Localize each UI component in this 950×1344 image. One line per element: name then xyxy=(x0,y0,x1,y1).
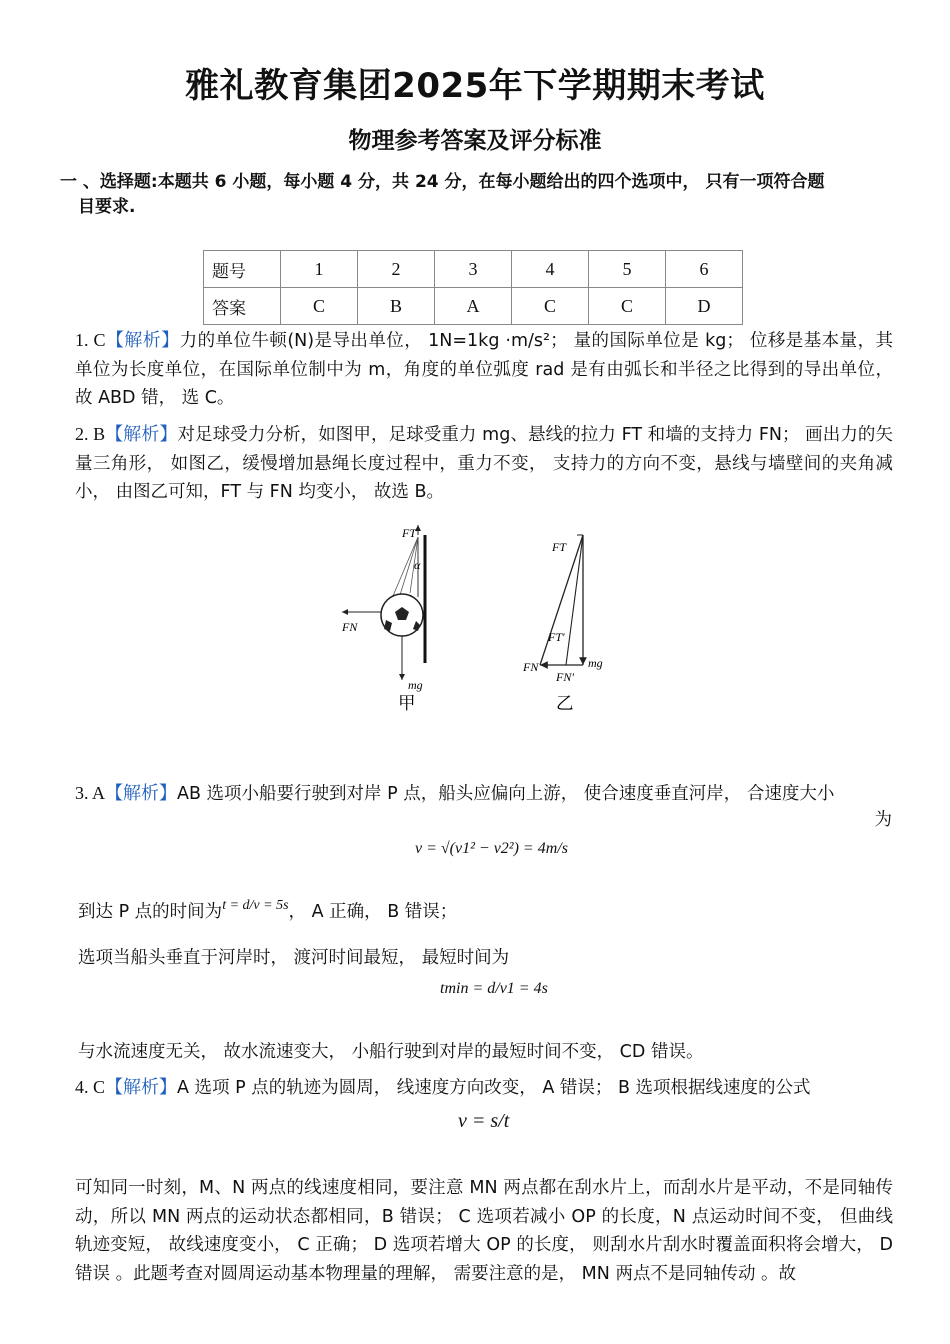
label-fn2: FN' xyxy=(556,670,574,684)
figure-jia xyxy=(341,525,425,714)
question-3-line1-end: 为 xyxy=(874,810,892,830)
table-cell: C xyxy=(589,288,666,325)
table-row-label: 答案 xyxy=(204,288,281,325)
page-subtitle: 物理参考答案及评分标准 xyxy=(348,128,602,154)
figure-caption-jia: 甲 xyxy=(398,694,416,714)
answer-table-row-numbers xyxy=(204,251,743,288)
table-cell: 1 xyxy=(281,251,358,288)
label-fn-yi: FN xyxy=(523,660,539,674)
table-cell: 5 xyxy=(589,251,666,288)
question-4-explanation xyxy=(75,1074,893,1103)
question-3-line2-end: ， A 正确， B 错误； xyxy=(288,902,458,922)
question-3-line2 xyxy=(78,898,457,923)
question-4-answer: 4. C xyxy=(75,1077,106,1097)
analysis-tag: 【解析】 xyxy=(105,783,178,804)
label-mg: mg xyxy=(408,678,423,692)
question-3-line1: AB 选项小船要行驶到对岸 P 点，船头应偏向上游， 使合速度垂直河岸， 合速度大小 xyxy=(177,784,835,804)
analysis-tag: 【解析】 xyxy=(105,424,178,445)
question-1-answer: 1. C xyxy=(75,330,106,350)
figure-yi xyxy=(522,535,603,714)
analysis-tag: 【解析】 xyxy=(105,330,180,351)
answer-table-row-answers xyxy=(204,288,743,325)
table-cell: C xyxy=(512,288,589,325)
question-1-text: 力的单位牛顿(N)是导出单位， 1N=1kg ·m/s²； 量的国际单位是 kg； 位移是基本量，其单位为长度单位，在国际单位制中为 m，角度的单位弧度 rad 是有由弧长和半径之比得到的导出单位， 故 ABD 错， 选 C。 xyxy=(75,331,894,408)
table-cell: 3 xyxy=(435,251,512,288)
formula-resultant-velocity: v = √(v1² − v2²) = 4m/s xyxy=(415,840,568,857)
table-cell: A xyxy=(435,288,512,325)
table-row-label: 题号 xyxy=(204,251,281,288)
label-mg-yi: mg xyxy=(588,656,603,670)
table-cell: 2 xyxy=(358,251,435,288)
label-fn: FN xyxy=(342,620,358,634)
question-3-line3: 选项当船头垂直于河岸时， 渡河时间最短， 最短时间为 xyxy=(78,948,510,968)
formula-time: t = d/v = 5s xyxy=(222,898,289,913)
table-cell: D xyxy=(666,288,743,325)
question-4-text: 可知同一时刻，M、N 两点的线速度相同，要注意 MN 两点都在刮水片上，而刮水片是平动，不是同轴传动，所以 MN 两点的运动状态都相同，B 错误； C 选项若减小 OP 的长度，N 点运动时间不变， 但曲线轨迹变短， 故线速度变小， C 正确； D 选项若增大 OP 的长度， 则刮水片刮水时覆盖面积将会增大， D 错误 。此题考查对圆周运动基本物理量的理解， 需要注意的是， MN 两点不是同轴传动 。故 xyxy=(75,1178,893,1284)
question-3-answer: 3. A xyxy=(75,783,106,803)
formula-linear-velocity: v = s/t xyxy=(458,1110,510,1132)
question-3-line2-text: 到达 P 点的时间为 xyxy=(78,902,223,922)
ft-vector xyxy=(540,535,583,665)
question-2-answer: 2. B xyxy=(75,424,106,444)
question-4-line1: A 选项 P 点的轨迹为圆周， 线速度方向改变， A 错误； B 选项根据线速度的公式 xyxy=(177,1078,811,1098)
question-4-body xyxy=(75,1174,893,1288)
ft2-vector xyxy=(566,535,583,665)
table-cell: 6 xyxy=(666,251,743,288)
table-cell: 4 xyxy=(512,251,589,288)
label-ft2: FT' xyxy=(548,630,565,644)
label-alpha: α xyxy=(414,558,421,572)
question-3-line4: 与水流速度无关， 故水流速变大， 小船行驶到对岸的最短时间不变， CD 错误。 xyxy=(78,1042,704,1062)
page-title: 雅礼教育集团2025年下学期期末考试 xyxy=(185,66,765,106)
question-2-explanation xyxy=(75,421,893,507)
section-heading-line1: 一 、选择题:本题共 6 小题，每小题 4 分，共 24 分，在每小题给出的四个选项中， 只有一项符合题 xyxy=(60,172,825,192)
label-ft-yi: FT xyxy=(552,540,567,554)
analysis-tag: 【解析】 xyxy=(105,1077,178,1098)
label-ft: FT xyxy=(402,526,417,540)
table-cell: C xyxy=(281,288,358,325)
question-2-text: 对足球受力分析，如图甲，足球受重力 mg、悬线的拉力 FT 和墙的支持力 FN； 画出力的矢量三角形， 如图乙，缓慢增加悬绳长度过程中，重力不变， 支持力的方向不变，悬线与墙壁间的夹角减小， 由图乙可知，FT 与 FN 均变小， 故选 B。 xyxy=(75,425,893,502)
force-diagram-figure xyxy=(330,525,620,715)
section-heading xyxy=(60,170,890,220)
answer-table xyxy=(203,250,743,325)
section-heading-line2: 目要求. xyxy=(78,197,136,217)
question-3-explanation xyxy=(75,780,893,809)
figure-caption-yi: 乙 xyxy=(556,694,574,714)
question-1-explanation xyxy=(75,327,893,413)
table-cell: B xyxy=(358,288,435,325)
formula-min-time: tmin = d/v1 = 4s xyxy=(440,980,548,997)
